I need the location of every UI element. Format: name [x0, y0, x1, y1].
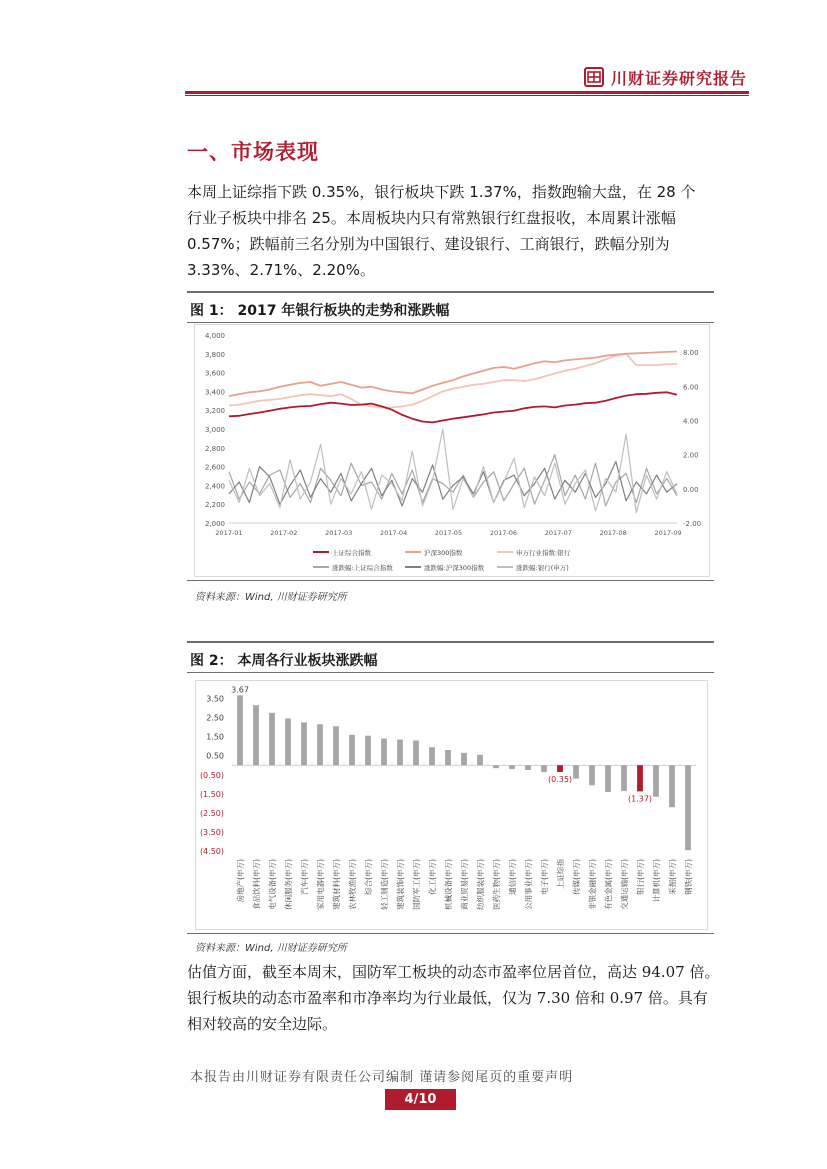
figure1-source: 资料来源：Wind, 川财证券研究所	[195, 592, 347, 603]
bar	[589, 765, 595, 785]
left-axis-tick-label: 2,000	[204, 520, 225, 528]
x-axis-tick-label: 2017-08	[599, 529, 627, 537]
bar	[413, 740, 419, 765]
right-axis-tick-label: 2.00	[683, 451, 699, 460]
figure1-bottom-rule	[187, 580, 714, 581]
legend-label: 涨跌幅:上证综合指数	[332, 564, 393, 572]
y-axis-tick-label: 2.50	[206, 713, 224, 723]
category-label: 公用事业(申万)	[524, 859, 533, 910]
bar	[333, 726, 339, 765]
category-label: 综合(申万)	[364, 859, 373, 895]
header-rule	[185, 91, 749, 94]
figure2-top-rule	[187, 641, 714, 643]
bar	[445, 750, 451, 765]
bar	[269, 713, 275, 765]
bar	[557, 765, 563, 772]
category-label: 休闲服务(申万)	[284, 859, 293, 910]
bar	[669, 765, 675, 807]
category-label: 食品饮料(申万)	[252, 859, 261, 910]
category-label: 非银金融(申万)	[588, 859, 597, 910]
paragraph-line: 本周上证综指下跌 0.35%，银行板块下跌 1.37%，指数跑输大盘，在 28 个	[187, 183, 696, 201]
y-axis-tick-label: (3.50)	[199, 828, 224, 838]
paragraph-line: 估值方面，截至本周末，国防军工板块的动态市盈率位居首位，高达 94.07 倍。	[187, 963, 720, 981]
bar	[397, 740, 403, 766]
paragraph-line: 行业子板块中排名 25。本周板块内只有常熟银行红盘报收，本周累计涨幅	[187, 209, 676, 227]
figure2-source: 资料来源：Wind, 川财证券研究所	[195, 943, 347, 954]
figure2-chart-frame	[195, 680, 708, 930]
bar	[237, 695, 243, 765]
bar	[653, 765, 659, 796]
series-line-5	[229, 429, 677, 513]
category-label: 机械设备(申万)	[444, 859, 453, 910]
y-axis-tick-label: 0.50	[206, 751, 224, 761]
y-axis-tick-label: (4.50)	[199, 847, 224, 857]
category-label: 轻工制造(申万)	[380, 859, 389, 910]
paragraph-line: 3.33%、2.71%、2.20%。	[187, 261, 375, 279]
header-rule-thin	[185, 95, 749, 96]
bar	[285, 719, 291, 766]
y-axis-tick-label: (0.50)	[199, 770, 224, 780]
left-axis-tick-label: 3,200	[204, 407, 225, 416]
header-title: 川财证券研究报告	[611, 69, 748, 88]
legend-label: 申万行业指数:银行	[516, 549, 571, 557]
series-line-3	[229, 455, 677, 506]
category-label: 国防军工(申万)	[412, 859, 421, 910]
category-label: 汽车(申万)	[300, 859, 309, 895]
bar	[573, 765, 579, 778]
y-axis-tick-label: (1.50)	[199, 789, 224, 799]
left-axis-tick-label: 2,400	[204, 482, 225, 491]
bar	[365, 736, 371, 766]
bar	[477, 755, 483, 765]
bar	[509, 765, 515, 769]
bar-data-label: (0.35)	[547, 774, 573, 784]
category-label: 医药生物(申万)	[492, 859, 501, 910]
bar	[637, 765, 643, 791]
legend-label: 上证综合指数	[332, 549, 371, 557]
right-axis-tick-label: 8.00	[683, 349, 699, 358]
figure1-title: 图 1： 2017 年银行板块的走势和涨跌幅	[190, 303, 450, 319]
category-label: 钢铁(申万)	[684, 859, 693, 895]
bar	[541, 765, 547, 772]
bar	[301, 722, 307, 765]
bar	[429, 747, 435, 765]
left-axis-tick-label: 3,800	[204, 350, 225, 359]
bar-data-label: 3.67	[231, 685, 249, 695]
category-label: 商业贸易(申万)	[460, 859, 469, 910]
left-axis-tick-label: 4,000	[204, 332, 225, 340]
bar	[605, 765, 611, 792]
footer-disclaimer: 本报告由川财证券有限责任公司编制 谨请参阅尾页的重要声明	[190, 1070, 574, 1085]
legend-label: 沪深300指数	[424, 549, 463, 557]
paragraph-line: 相对较高的安全边际。	[187, 1015, 338, 1033]
bar	[381, 739, 387, 766]
right-axis-tick-label: 0.00	[683, 485, 699, 494]
bar	[621, 765, 627, 791]
left-axis-tick-label: 2,200	[204, 501, 225, 510]
category-label: 有色金属(申万)	[604, 859, 613, 910]
paragraph-line: 银行板块的动态市盈率和市净率均为行业最低，仅为 7.30 倍和 0.97 倍。具有	[187, 989, 708, 1007]
bar	[317, 724, 323, 765]
category-label: 纺织服装(申万)	[476, 859, 485, 910]
bar-data-label: (1.37)	[627, 794, 653, 804]
x-axis-tick-label: 2017-07	[544, 529, 572, 537]
x-axis-tick-label: 2017-05	[434, 529, 463, 537]
x-axis-tick-label: 2017-01	[215, 529, 243, 537]
legend-label: 涨跌幅:银行(申万)	[516, 564, 569, 572]
left-axis-tick-label: 3,000	[204, 426, 225, 434]
category-label: 上证综指	[556, 859, 565, 889]
category-label: 交通运输(申万)	[620, 859, 629, 910]
left-axis-tick-label: 3,600	[204, 369, 225, 378]
bar	[349, 735, 355, 766]
category-label: 采掘(申万)	[668, 859, 677, 895]
category-label: 传媒(申万)	[572, 859, 581, 895]
page-number: 4/10	[385, 1089, 456, 1110]
left-axis-tick-label: 2,800	[204, 444, 225, 453]
category-label: 建筑装饰(申万)	[396, 859, 405, 910]
x-axis-tick-label: 2017-09	[654, 529, 682, 537]
figure1-chart-frame	[194, 324, 710, 577]
y-axis-tick-label: 3.50	[206, 694, 224, 704]
category-label: 电子(申万)	[540, 859, 549, 895]
category-label: 家用电器(申万)	[316, 859, 325, 910]
category-label: 化工(申万)	[428, 859, 437, 895]
category-label: 房地产(申万)	[236, 859, 245, 903]
figure2-title-rule	[187, 672, 714, 673]
category-label: 建筑材料(申万)	[332, 859, 341, 910]
x-axis-tick-label: 2017-04	[380, 529, 408, 537]
y-axis-tick-label: 1.50	[206, 732, 224, 742]
figure2-title: 图 2： 本周各行业板块涨跌幅	[190, 653, 378, 669]
category-label: 电气设备(申万)	[268, 859, 277, 910]
x-axis-tick-label: 2017-02	[270, 529, 298, 537]
left-axis-tick-label: 2,600	[204, 463, 225, 472]
bar	[493, 765, 499, 768]
figure1-title-rule	[187, 322, 714, 323]
figure1-top-rule	[187, 291, 714, 293]
right-axis-tick-label: -2.00	[683, 520, 702, 528]
logo-glyph-icon	[586, 69, 602, 85]
figure2-bottom-rule	[187, 933, 714, 934]
category-label: 计算机(申万)	[652, 859, 661, 903]
market-summary-paragraph	[187, 179, 747, 283]
right-axis-tick-label: 6.00	[683, 383, 699, 392]
x-axis-tick-label: 2017-03	[325, 529, 353, 537]
paragraph-line: 0.57%；跌幅前三名分别为中国银行、建设银行、工商银行，跌幅分别为	[187, 235, 670, 253]
x-axis-tick-label: 2017-06	[489, 529, 517, 537]
legend-label: 涨跌幅:沪深300指数	[424, 564, 485, 572]
category-label: 农林牧渔(申万)	[348, 859, 357, 910]
figure2-bar-chart	[196, 681, 707, 929]
y-axis-tick-label: (2.50)	[199, 808, 224, 818]
right-axis-tick-label: 4.00	[683, 417, 699, 426]
left-axis-tick-label: 3,400	[204, 388, 225, 397]
figure1-line-chart	[195, 325, 709, 576]
valuation-paragraph	[187, 959, 747, 1037]
category-label: 银行(申万)	[636, 859, 645, 895]
bar	[685, 765, 691, 850]
category-label: 通信(申万)	[508, 859, 517, 895]
bar	[253, 705, 259, 765]
chuancai-logo-icon	[584, 67, 604, 87]
bar	[525, 765, 531, 770]
bar	[461, 753, 467, 765]
section-title: 一、市场表现	[187, 140, 319, 164]
